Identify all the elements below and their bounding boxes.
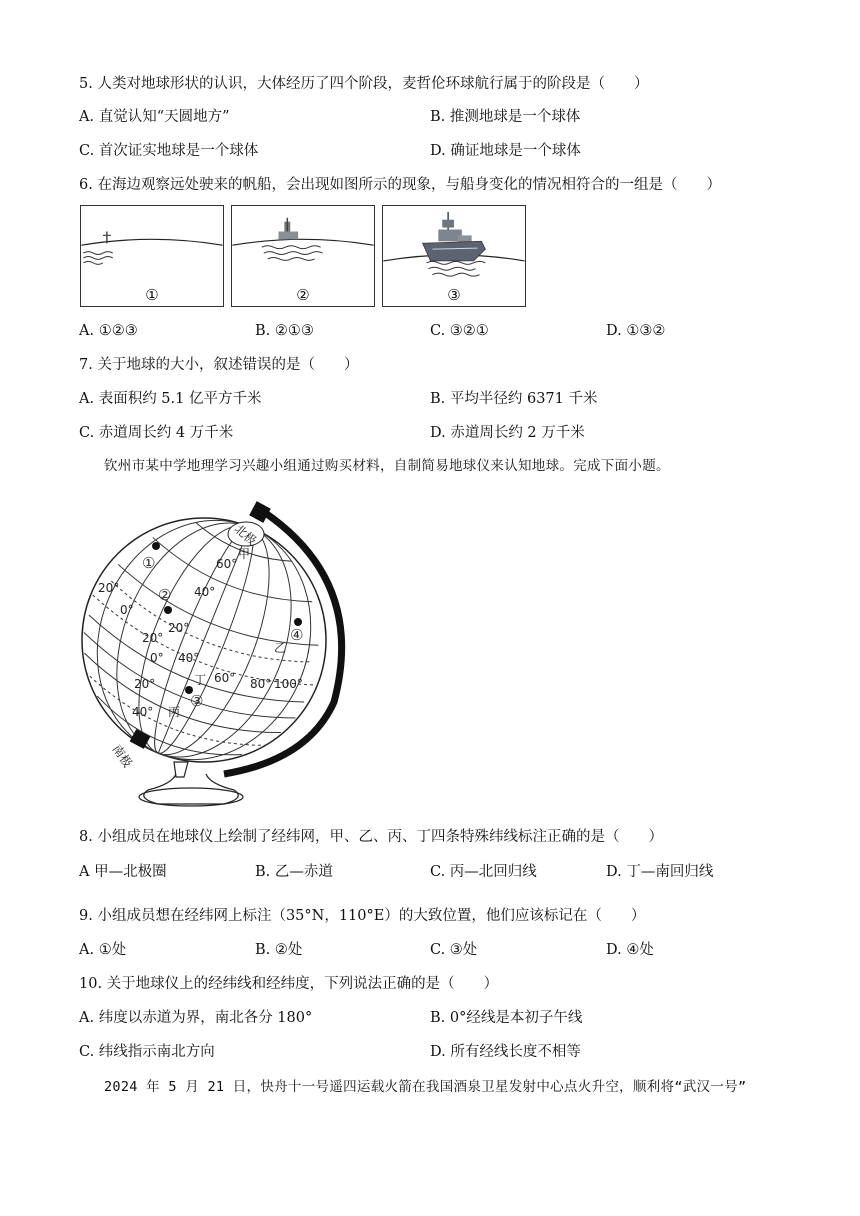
q10-stem: 10. 关于地球仪上的经纬线和经纬度，下列说法正确的是（ ） (79, 976, 499, 992)
ship-figure-3 (382, 205, 526, 307)
q10-option-b: B. 0°经线是本初子午线 (430, 1010, 583, 1026)
q8-option-b: B. 乙—赤道 (255, 864, 333, 880)
south-pole-label: 南极 (109, 742, 135, 770)
q5-option-a: A. 直觉认知“天圆地方” (79, 109, 230, 125)
label-jia: 甲 (238, 547, 251, 561)
q7-option-d: D. 赤道周长约 2 万千米 (430, 425, 585, 441)
q9-option-a: A. ①处 (79, 942, 127, 958)
degree-label: 60° (216, 557, 238, 571)
q9-stem: 9. 小组成员想在经纬网上标注（35°N，110°E）的大致位置，他们应该标记在（ ） (79, 908, 646, 924)
q6-option-d: D. ①③② (606, 323, 666, 339)
q10-option-d: D. 所有经线长度不相等 (430, 1044, 581, 1060)
label-yi: 乙 (274, 641, 287, 655)
q9-option-b: B. ②处 (255, 942, 303, 958)
globe-figure (76, 492, 346, 810)
point-2-label: ② (158, 586, 172, 604)
q10-option-c: C. 纬线指示南北方向 (79, 1044, 215, 1060)
q5-option-b: B. 推测地球是一个球体 (430, 109, 581, 125)
ship-figure-2-label: ② (296, 286, 310, 304)
degree-label: 0° (150, 651, 164, 665)
degree-label: 40° (178, 651, 200, 665)
north-pole-label: 北极 (231, 521, 260, 548)
ship-figure-1-label: ① (145, 286, 159, 304)
q8-option-d: D. 丁—南回归线 (606, 864, 714, 880)
degree-label: 20° (142, 631, 164, 645)
passage-intro-rocket: 2024 年 5 月 21 日，快舟十一号遥四运载火箭在我国酒泉卫星发射中心点火升空，顺利将“武汉一号” (104, 1079, 747, 1095)
degree-label: 20° (134, 677, 156, 691)
q7-option-b: B. 平均半径约 6371 千米 (430, 391, 598, 407)
ship-figure-1 (80, 205, 224, 307)
degree-label: 0° (120, 603, 134, 617)
degree-label: 100° (274, 677, 303, 691)
label-bing: 丙 (168, 705, 181, 719)
q6-stem: 6. 在海边观察远处驶来的帆船，会出现如图所示的现象，与船身变化的情况相符合的一组是（ ） (79, 177, 721, 193)
q10-option-a: A. 纬度以赤道为界，南北各分 180° (79, 1010, 313, 1026)
q9-option-c: C. ③处 (430, 942, 478, 958)
q5-option-c: C. 首次证实地球是一个球体 (79, 143, 259, 159)
q9-option-d: D. ④处 (606, 942, 654, 958)
q6-option-c: C. ③②① (430, 323, 489, 339)
q7-option-c: C. 赤道周长约 4 万千米 (79, 425, 234, 441)
ship-figure-2 (231, 205, 375, 307)
degree-label: 20° (168, 621, 190, 635)
q7-stem: 7. 关于地球的大小，叙述错误的是（ ） (79, 357, 359, 373)
label-ding: 丁 (194, 673, 207, 687)
degree-label: 20° (98, 581, 120, 595)
degree-label: 40° (132, 705, 154, 719)
q5-option-d: D. 确证地球是一个球体 (430, 143, 581, 159)
q6-option-a: A. ①②③ (79, 323, 138, 339)
ship-figure-3-label: ③ (447, 286, 461, 304)
q7-option-a: A. 表面积约 5.1 亿平方千米 (79, 391, 262, 407)
q5-stem: 5. 人类对地球形状的认识，大体经历了四个阶段，麦哲伦环球航行属于的阶段是（ ） (79, 76, 649, 92)
q8-option-c: C. 丙—北回归线 (430, 864, 537, 880)
point-4-label: ④ (290, 626, 304, 644)
point-1-label: ① (142, 554, 156, 572)
q8-option-a: A 甲—北极圈 (79, 864, 167, 880)
degree-label: 60° (214, 671, 236, 685)
q8-stem: 8. 小组成员在地球仪上绘制了经纬网，甲、乙、丙、丁四条特殊纬线标注正确的是（ ） (79, 829, 663, 845)
degree-label: 40° (194, 585, 216, 599)
passage-intro-globe: 钦州市某中学地理学习兴趣小组通过购买材料，自制简易地球仪来认知地球。完成下面小题。 (104, 458, 670, 474)
degree-label: 80° (250, 677, 272, 691)
q6-option-b: B. ②①③ (255, 323, 314, 339)
point-3-label: ③ (190, 692, 204, 710)
